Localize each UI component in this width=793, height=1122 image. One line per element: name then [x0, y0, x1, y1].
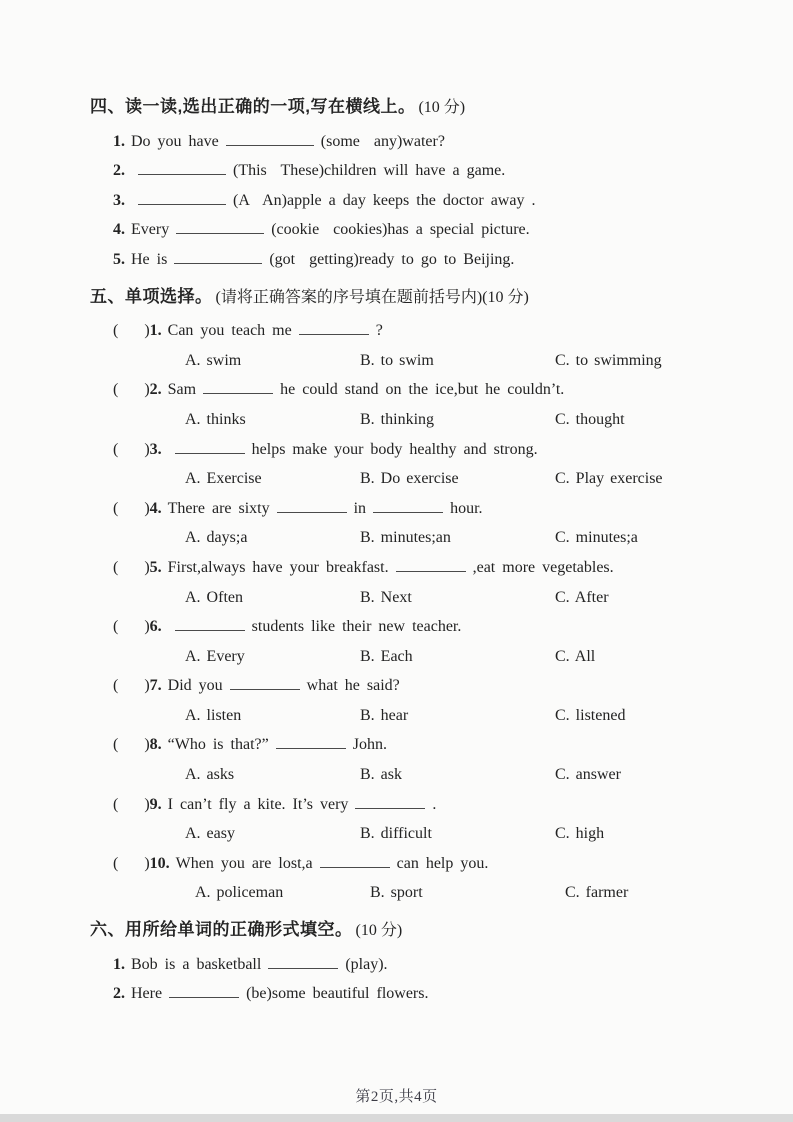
- bracket-open: (: [113, 381, 119, 399]
- bracket-close: ): [144, 499, 150, 517]
- bracket-close: ): [144, 618, 150, 636]
- bracket-open: (: [113, 440, 119, 458]
- section-four-title: 四、读一读,选出正确的一项,写在横线上。: [90, 97, 416, 116]
- answer-blank: [174, 248, 262, 264]
- answer-blank: [299, 319, 369, 335]
- answer-blank: [175, 615, 245, 631]
- answer-blank: [230, 674, 300, 690]
- option-a: A. Every: [185, 647, 245, 665]
- question-line: [90, 186, 763, 216]
- question-text: “Who is that?”: [167, 736, 269, 754]
- question-text: First,always have your breakfast.: [167, 558, 389, 576]
- question-number: 1.: [113, 132, 125, 150]
- option-a: A. easy: [185, 825, 235, 843]
- question-text: (This These)children will have a game.: [233, 162, 506, 180]
- bracket-open: (: [113, 322, 119, 340]
- question-text: Sam: [167, 381, 197, 399]
- option-b: B. to swim: [360, 351, 434, 369]
- question-text: (be)some beautiful flowers.: [246, 985, 429, 1003]
- question-line: [90, 127, 763, 157]
- options-row: [90, 878, 763, 908]
- question-line: [90, 950, 763, 980]
- question-line: [90, 849, 763, 879]
- answer-blank: [320, 852, 390, 868]
- answer-blank: [373, 497, 443, 513]
- question-line: [90, 730, 763, 760]
- section-five: [90, 282, 763, 908]
- options-row: [90, 642, 763, 672]
- section-five-title: 五、单项选择。: [90, 286, 213, 306]
- answer-blank: [355, 793, 425, 809]
- question-text: There are sixty: [167, 499, 270, 517]
- answer-blank: [203, 378, 273, 394]
- question-line: [90, 215, 763, 245]
- question-number: 2.: [149, 381, 162, 399]
- answer-blank: [276, 733, 346, 749]
- question-text: (A An)apple a day keeps the doctor away .: [233, 191, 536, 209]
- question-text: Bob is a basketball: [131, 955, 262, 973]
- option-c: C. to swimming: [555, 351, 662, 369]
- question-number: 1.: [149, 322, 162, 340]
- question-text: what he said?: [306, 677, 400, 695]
- option-c: C. Play exercise: [555, 470, 663, 488]
- question-line: [90, 375, 763, 405]
- question-line: [90, 316, 763, 346]
- bracket-close: ): [144, 381, 150, 399]
- question-number: 6.: [149, 618, 162, 636]
- section-five-score: (请将正确答案的序号填在题前括号内)(10 分): [215, 288, 529, 306]
- option-a: A. Often: [185, 588, 243, 606]
- question-text: Every: [131, 221, 170, 239]
- answer-blank: [175, 438, 245, 454]
- section-six-title: 六、用所给单词的正确形式填空。: [90, 920, 353, 940]
- bracket-close: ): [144, 854, 150, 872]
- question-text: I can’t fly a kite. It’s very: [167, 795, 349, 813]
- bracket-open: (: [113, 677, 119, 695]
- question-text: in: [353, 499, 367, 517]
- question-text: students like their new teacher.: [251, 618, 462, 636]
- option-b: B. Next: [360, 588, 412, 606]
- page-number-footer: 第2页,共4页: [355, 1089, 438, 1105]
- option-c: C. thought: [555, 410, 625, 428]
- answer-blank: [277, 497, 347, 513]
- option-c: C. high: [555, 825, 605, 843]
- question-number: 4.: [149, 499, 162, 517]
- option-a: A. swim: [185, 351, 242, 369]
- scan-edge-strip: [0, 1114, 793, 1122]
- answer-blank: [138, 189, 226, 205]
- bracket-close: ): [144, 677, 150, 695]
- option-c: C. farmer: [565, 884, 629, 902]
- question-number: 2.: [113, 985, 125, 1003]
- question-text: (got getting)ready to go to Beijing.: [269, 250, 515, 268]
- question-number: 5.: [113, 250, 125, 268]
- option-b: B. sport: [370, 884, 423, 902]
- option-c: C. minutes;a: [555, 529, 638, 547]
- question-number: 3.: [149, 440, 162, 458]
- question-line: [90, 245, 763, 275]
- section-five-heading: [90, 282, 763, 312]
- option-b: B. hear: [360, 706, 409, 724]
- bracket-close: ): [144, 440, 150, 458]
- question-text: Did you: [167, 677, 223, 695]
- question-text: hour.: [450, 499, 483, 517]
- section-four-heading: [90, 92, 763, 122]
- bracket-close: ): [144, 795, 150, 813]
- question-number: 9.: [149, 795, 162, 813]
- answer-blank: [169, 982, 239, 998]
- answer-blank: [268, 953, 338, 969]
- answer-blank: [138, 159, 226, 175]
- option-b: B. difficult: [360, 825, 432, 843]
- question-text: (some any)water?: [320, 132, 445, 150]
- section-four: [90, 92, 763, 275]
- bracket-open: (: [113, 795, 119, 813]
- option-a: A. asks: [185, 766, 235, 784]
- options-row: [90, 405, 763, 435]
- question-text: John.: [352, 736, 387, 754]
- question-number: 5.: [149, 558, 162, 576]
- section-four-score: (10 分): [418, 99, 466, 116]
- options-row: [90, 760, 763, 790]
- section-six: [90, 915, 763, 1009]
- question-text: Here: [131, 985, 163, 1003]
- question-line: [90, 553, 763, 583]
- option-a: A. policeman: [195, 884, 284, 902]
- option-b: B. thinking: [360, 410, 435, 428]
- question-number: 3.: [113, 191, 125, 209]
- option-c: C. answer: [555, 766, 621, 784]
- question-number: 7.: [149, 677, 162, 695]
- question-text: When you are lost,a: [175, 854, 313, 872]
- bracket-open: (: [113, 854, 119, 872]
- question-number: 8.: [149, 736, 162, 754]
- question-text: Do you have: [131, 132, 219, 150]
- bracket-open: (: [113, 499, 119, 517]
- question-text: ,eat more vegetables.: [472, 558, 614, 576]
- option-c: C. listened: [555, 706, 626, 724]
- question-number: 2.: [113, 162, 125, 180]
- option-b: B. ask: [360, 766, 402, 784]
- question-line: [90, 156, 763, 186]
- question-text: helps make your body healthy and strong.: [251, 440, 538, 458]
- options-row: [90, 346, 763, 376]
- question-line: [90, 671, 763, 701]
- question-line: [90, 494, 763, 524]
- question-text: .: [432, 795, 437, 813]
- question-line: [90, 435, 763, 465]
- options-row: [90, 583, 763, 613]
- options-row: [90, 701, 763, 731]
- section-six-score: (10 分): [355, 922, 403, 940]
- question-text: Can you teach me: [167, 322, 292, 340]
- question-text: (play).: [345, 955, 388, 973]
- question-line: [90, 612, 763, 642]
- option-c: C. After: [555, 588, 609, 606]
- answer-blank: [226, 130, 314, 146]
- option-a: A. listen: [185, 706, 242, 724]
- question-number: 1.: [113, 955, 125, 973]
- bracket-close: ): [144, 322, 150, 340]
- option-c: C. All: [555, 647, 596, 665]
- answer-blank: [396, 556, 466, 572]
- bracket-close: ): [144, 736, 150, 754]
- question-line: [90, 790, 763, 820]
- section-six-heading: [90, 915, 763, 945]
- bracket-open: (: [113, 558, 119, 576]
- options-row: [90, 523, 763, 553]
- bracket-open: (: [113, 736, 119, 754]
- question-line: [90, 979, 763, 1009]
- question-text: (cookie cookies)has a special picture.: [271, 221, 530, 239]
- bracket-close: ): [144, 558, 150, 576]
- option-b: B. Each: [360, 647, 413, 665]
- option-a: A. thinks: [185, 410, 246, 428]
- question-text: ?: [375, 322, 383, 340]
- bracket-open: (: [113, 618, 119, 636]
- option-b: B. Do exercise: [360, 470, 459, 488]
- question-text: He is: [131, 250, 168, 268]
- question-number: 4.: [113, 221, 125, 239]
- question-text: can help you.: [396, 854, 489, 872]
- options-row: [90, 819, 763, 849]
- option-a: A. days;a: [185, 529, 248, 547]
- option-b: B. minutes;an: [360, 529, 451, 547]
- options-row: [90, 464, 763, 494]
- option-a: A. Exercise: [185, 470, 262, 488]
- question-text: he could stand on the ice,but he couldn’t.: [280, 381, 565, 399]
- question-number: 10.: [149, 854, 170, 872]
- answer-blank: [176, 218, 264, 234]
